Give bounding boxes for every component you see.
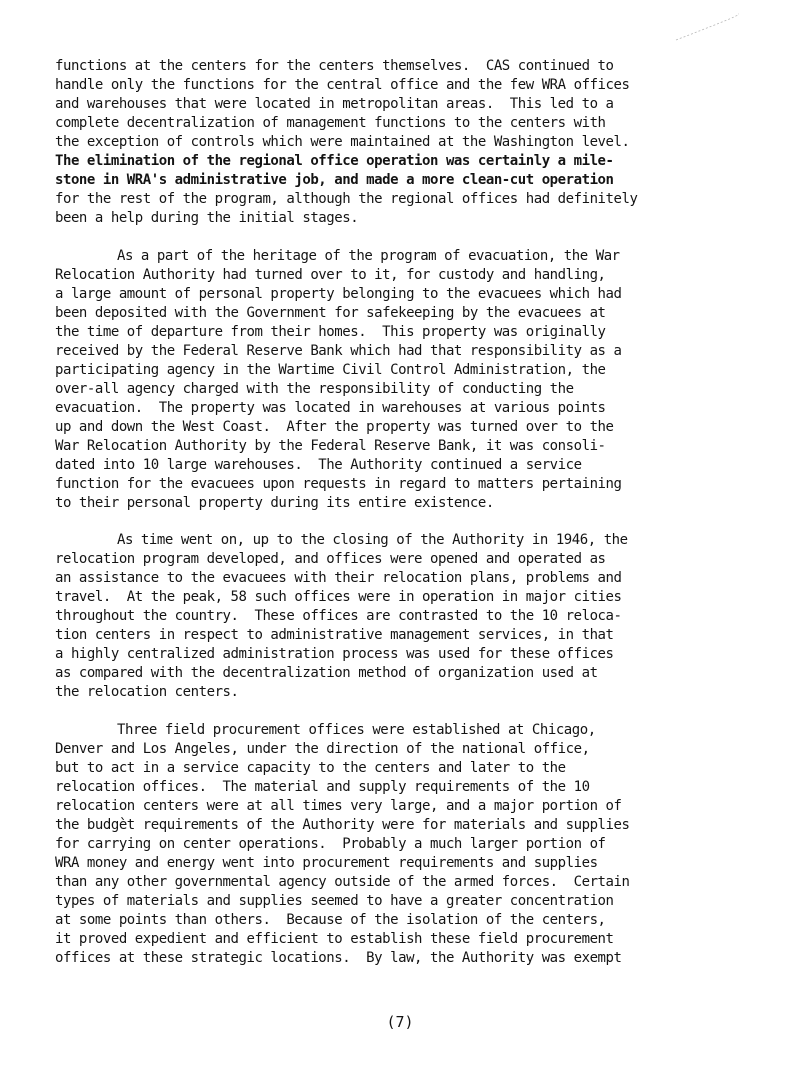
text-line: than any other governmental agency outside of the armed forces. Certain bbox=[55, 874, 630, 890]
text-line: The elimination of the regional office operation was certainly a mile- bbox=[55, 153, 614, 169]
text-line: evacuation. The property was located in warehouses at various points bbox=[55, 400, 606, 416]
paragraph-4 bbox=[55, 721, 775, 968]
text-line: stone in WRA's administrative job, and made a more clean-cut operation bbox=[55, 172, 614, 188]
text-line: WRA money and energy went into procurement requirements and supplies bbox=[55, 855, 598, 871]
text-line: for carrying on center operations. Probably a much larger portion of bbox=[55, 836, 606, 852]
text-line: a highly centralized administration process was used for these offices bbox=[55, 646, 614, 662]
text-line: up and down the West Coast. After the property was turned over to the bbox=[55, 419, 614, 435]
text-line: function for the evacuees upon requests in regard to matters pertaining bbox=[55, 476, 622, 492]
text-line: for the rest of the program, although the regional offices had definitely bbox=[55, 191, 638, 207]
text-line: Three field procurement offices were established at Chicago, bbox=[117, 722, 596, 738]
text-line: the exception of controls which were maintained at the Washington level. bbox=[55, 134, 630, 150]
text-line: participating agency in the Wartime Civil Control Administration, the bbox=[55, 362, 606, 378]
text-line: an assistance to the evacuees with their relocation plans, problems and bbox=[55, 570, 622, 586]
paragraph-1 bbox=[55, 57, 775, 228]
text-line: Relocation Authority had turned over to it, for custody and handling, bbox=[55, 267, 606, 283]
text-line: Denver and Los Angeles, under the direction of the national office, bbox=[55, 741, 590, 757]
text-line: at some points than others. Because of the isolation of the centers, bbox=[55, 912, 606, 928]
text-line: handle only the functions for the central office and the few WRA offices bbox=[55, 77, 630, 93]
text-line: a large amount of personal property belonging to the evacuees which had bbox=[55, 286, 622, 302]
text-line: the time of departure from their homes. This property was originally bbox=[55, 324, 606, 340]
text-line: it proved expedient and efficient to establish these field procurement bbox=[55, 931, 614, 947]
text-line: received by the Federal Reserve Bank which had that responsibility as a bbox=[55, 343, 622, 359]
paragraph-3 bbox=[55, 531, 775, 702]
page-number: (7) bbox=[386, 1013, 414, 1031]
text-line: been a help during the initial stages. bbox=[55, 210, 359, 226]
text-line: throughout the country. These offices are contrasted to the 10 reloca- bbox=[55, 608, 622, 624]
text-line: the relocation centers. bbox=[55, 684, 239, 700]
text-line: complete decentralization of management functions to the centers with bbox=[55, 115, 606, 131]
text-line: and warehouses that were located in metropolitan areas. This led to a bbox=[55, 96, 614, 112]
text-line: As time went on, up to the closing of the Authority in 1946, the bbox=[117, 532, 628, 548]
text-line: dated into 10 large warehouses. The Authority continued a service bbox=[55, 457, 582, 473]
text-line: relocation program developed, and offices were opened and operated as bbox=[55, 551, 606, 567]
text-line: tion centers in respect to administrative management services, in that bbox=[55, 627, 614, 643]
text-line: offices at these strategic locations. By law, the Authority was exempt bbox=[55, 950, 622, 966]
text-line: relocation offices. The material and supply requirements of the 10 bbox=[55, 779, 590, 795]
text-line: types of materials and supplies seemed to have a greater concentration bbox=[55, 893, 614, 909]
scratch-mark bbox=[672, 12, 742, 42]
text-line: but to act in a service capacity to the centers and later to the bbox=[55, 760, 566, 776]
text-line: as compared with the decentralization method of organization used at bbox=[55, 665, 598, 681]
text-line: War Relocation Authority by the Federal Reserve Bank, it was consoli- bbox=[55, 438, 606, 454]
text-line: relocation centers were at all times very large, and a major portion of bbox=[55, 798, 622, 814]
text-line: functions at the centers for the centers themselves. CAS continued to bbox=[55, 58, 614, 74]
text-line: travel. At the peak, 58 such offices were in operation in major cities bbox=[55, 589, 622, 605]
paragraph-2 bbox=[55, 247, 775, 513]
text-line: the budgèt requirements of the Authority were for materials and supplies bbox=[55, 817, 630, 833]
text-line: to their personal property during its entire existence. bbox=[55, 495, 494, 511]
text-line: As a part of the heritage of the program of evacuation, the War bbox=[117, 248, 620, 264]
text-line: over-all agency charged with the responsibility of conducting the bbox=[55, 381, 574, 397]
text-line: been deposited with the Government for safekeeping by the evacuees at bbox=[55, 305, 606, 321]
